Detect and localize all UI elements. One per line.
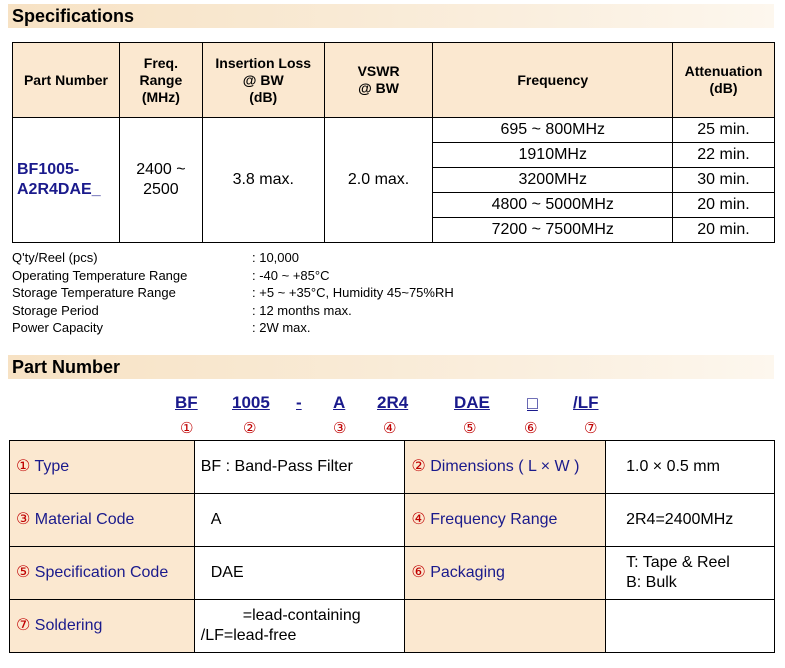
col-frequency: Frequency: [433, 43, 673, 118]
part-number-cell: BF1005- A2R4DAE_: [13, 118, 120, 243]
pn-value-dimensions: 1.0 × 0.5 mm: [606, 441, 775, 494]
attenuation-cell: 22 min.: [673, 143, 775, 168]
code-number-5: ⑤: [463, 420, 477, 437]
code-part-packaging: □: [527, 393, 538, 413]
pn-label-specification: ⑤ Specification Code: [10, 547, 195, 600]
spec-row: [13, 118, 775, 143]
pn-row: [10, 494, 775, 547]
code-part-material: A: [333, 393, 346, 412]
col-insertion-loss: Insertion Loss @ BW (dB): [202, 43, 324, 118]
pn-label-empty: [405, 600, 606, 653]
part-number-header-band: [8, 355, 774, 379]
pn-row: [10, 441, 775, 494]
pn-value-packaging: T: Tape & Reel B: Bulk: [606, 547, 775, 600]
code-number-1: ①: [180, 420, 194, 437]
attenuation-cell: 25 min.: [673, 118, 775, 143]
pn-value-type: BF : Band-Pass Filter: [194, 441, 405, 494]
col-attenuation: Attenuation (dB): [673, 43, 775, 118]
pn-label-frequency-range: ④ Frequency Range: [405, 494, 606, 547]
vswr-cell: 2.0 max.: [324, 118, 433, 243]
frequency-cell: 4800 ~ 5000MHz: [433, 193, 673, 218]
attenuation-cell: 30 min.: [673, 168, 775, 193]
col-freq-range: Freq. Range (MHz): [119, 43, 202, 118]
spec-header-row: [13, 43, 775, 118]
code-number-4: ④: [383, 420, 397, 437]
freq-range-cell: 2400 ~ 2500: [119, 118, 202, 243]
pn-label-type: ① Type: [10, 441, 195, 494]
pn-value-specification: DAE: [194, 547, 405, 600]
code-part-specification: DAE: [454, 393, 490, 412]
pn-label-packaging: ⑥ Packaging: [405, 547, 606, 600]
pn-value-soldering: =lead-containing /LF=lead-free: [194, 600, 405, 653]
pn-row: [10, 600, 775, 653]
part-number-title: Part Number: [12, 357, 121, 377]
col-vswr: VSWR @ BW: [324, 43, 433, 118]
specifications-title: Specifications: [12, 6, 135, 26]
code-part-soldering: /LF: [573, 393, 599, 412]
frequency-cell: 7200 ~ 7500MHz: [433, 218, 673, 243]
specifications-table: [12, 42, 775, 243]
insertion-loss-cell: 3.8 max.: [202, 118, 324, 243]
pn-value-material: A: [194, 494, 405, 547]
frequency-cell: 3200MHz: [433, 168, 673, 193]
code-number-2: ②: [243, 420, 257, 437]
part-number-table: [9, 440, 775, 653]
pn-value-frequency-range: 2R4=2400MHz: [606, 494, 775, 547]
frequency-cell: 1910MHz: [433, 143, 673, 168]
frequency-cell: 695 ~ 800MHz: [433, 118, 673, 143]
code-number-7: ⑦: [584, 420, 598, 437]
code-part-type: BF: [175, 393, 198, 412]
code-part-dash: -: [296, 393, 302, 412]
specifications-header-band: [8, 4, 774, 28]
code-part-dimensions: 1005: [232, 393, 270, 412]
pn-label-soldering: ⑦ Soldering: [10, 600, 195, 653]
code-part-frequency: 2R4: [377, 393, 409, 412]
pn-row: [10, 547, 775, 600]
attenuation-cell: 20 min.: [673, 218, 775, 243]
attenuation-cell: 20 min.: [673, 193, 775, 218]
code-number-6: ⑥: [524, 420, 538, 437]
code-number-3: ③: [333, 420, 347, 437]
pn-value-empty: [606, 600, 775, 653]
col-part-number: Part Number: [13, 43, 120, 118]
pn-label-material: ③ Material Code: [10, 494, 195, 547]
pn-label-dimensions: ② Dimensions ( L × W ): [405, 441, 606, 494]
